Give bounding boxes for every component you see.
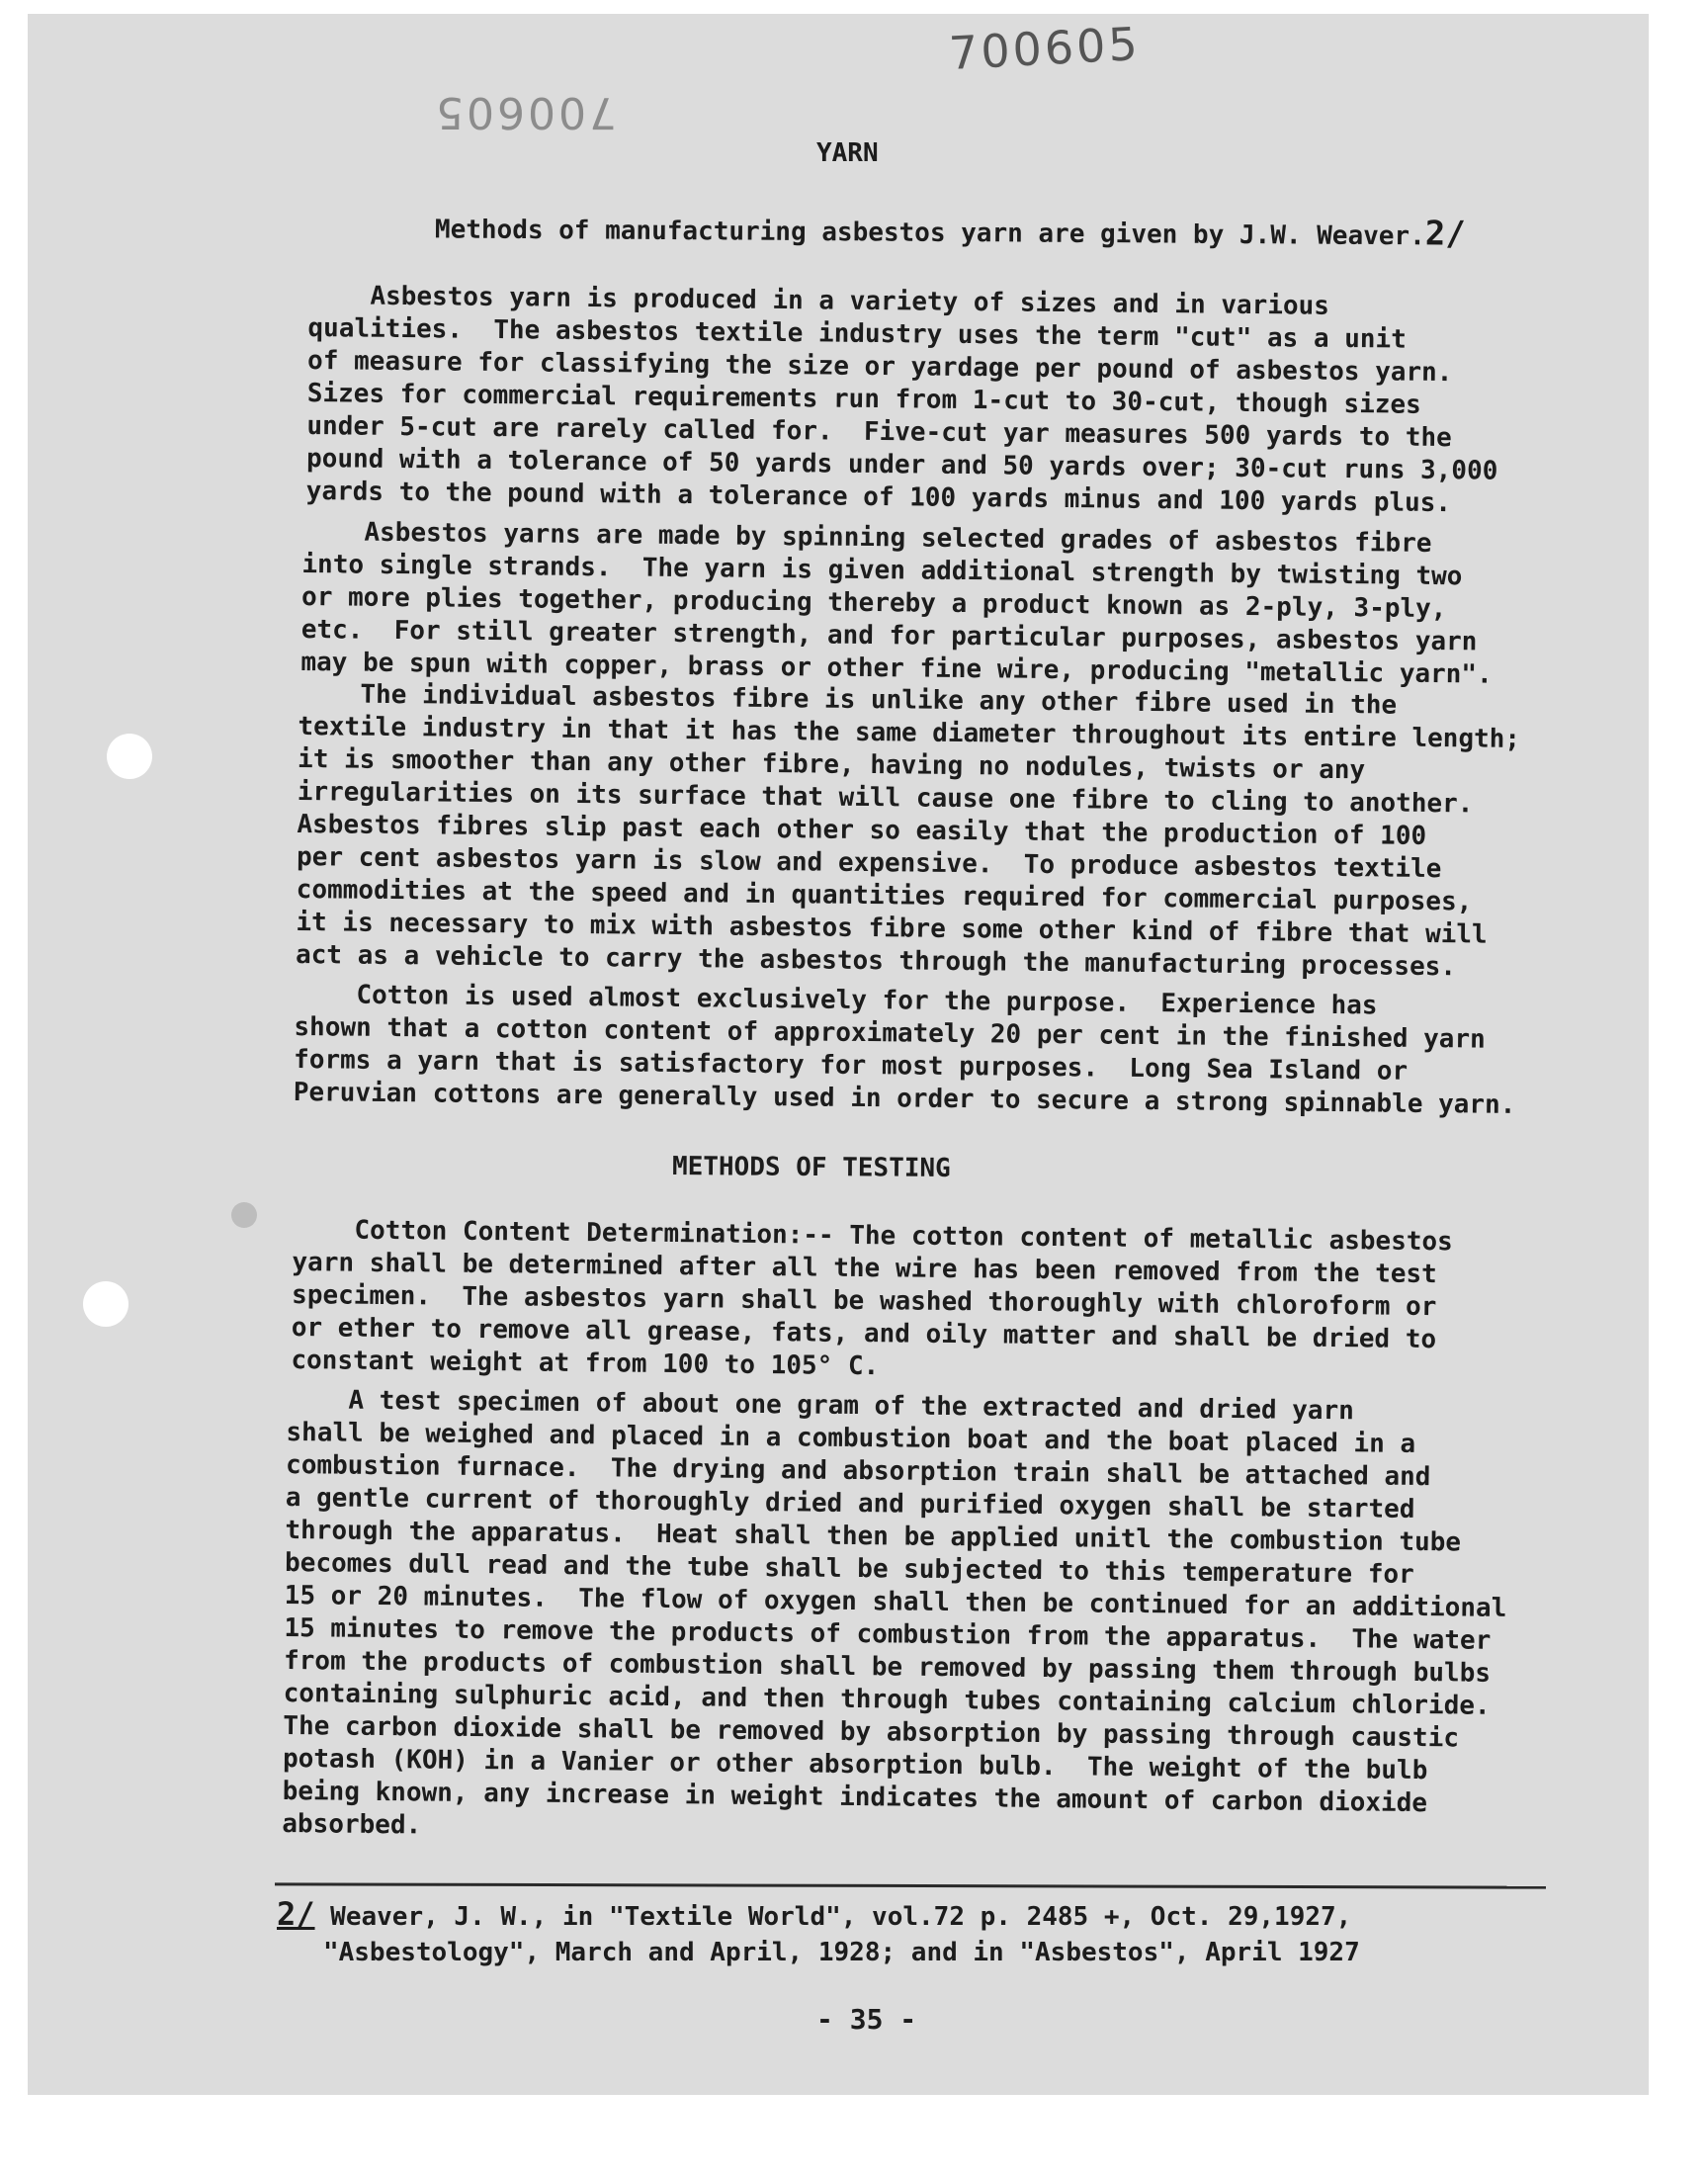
paragraph-test-procedure: A test specimen of about one gram of the extracted and dried yarn shall be weighed and placed in a combustion boat and the boat placed in a combustion furnace. The drying and absorption train shall be attached and a gentle current of thoroughly dried and purified oxygen shall be started through the apparatus. Heat shall then be applied unitl the combustion tube becomes dull read and the tube shall be subjected to this temperature for 15 or 20 minutes. The flow of oxygen shall then be continued for an additional 15 minutes to remove the products of combustion from the apparatus. The water from the products of combustion shall be removed by passing them through bulbs containing sulphuric acid, and then through tubes containing calcium chloride. The carbon dioxide shall be removed by absorption by passing through caustic potash (KOH) in a Vanier or other absorption bulb. The weight of the bulb being known, any increase in weight indicates the amount of carbon dioxide absorbed. bbox=[282, 1385, 1507, 1841]
paragraph-fibre-properties: The individual asbestos fibre is unlike any other fibre used in the textile industry in that it has the same diameter throughout its entire length; it is smoother than any other fibre, having no nodules, twists or any irregularities on its surface that will cause one fibre to cling to another. Asbestos fibres slip past each other so easily that the production of 100 per cent asbestos yarn is slow and expensive. To produce asbestos textile commodities at the speed and in quantities required for commercial purposes, it is necessary to mix with asbestos fibre some other kind of fibre that will act as a vehicle to carry the asbestos through the manufacturing processes. bbox=[295, 678, 1521, 983]
paragraph-cotton-determination: Cotton Content Determination:-- The cotton content of metallic asbestos yarn shall be determined after all the wire has been removed from the test specimen. The asbestos yarn shall be washed thoroughly with chloroform or or ether to remove all grease, fats, and oily matter and shall be dried to constant weight at from 100 to 105° C. bbox=[291, 1215, 1453, 1382]
footnote-reference: 2/ bbox=[1424, 214, 1466, 254]
intro-line bbox=[435, 207, 1466, 253]
page-number: - 35 - bbox=[816, 2003, 917, 2036]
footnote-line-2: "Asbestology", March and April, 1928; and in "Asbestos", April 1927 bbox=[277, 1938, 1360, 1967]
ink-smudge bbox=[231, 1202, 257, 1228]
paragraph-yarn-sizes: Asbestos yarn is produced in a variety of sizes and in various qualities. The asbestos textile industry uses the term "cut" as a unit of measure for classifying the size or yardage per pound of asbestos yarn. Sizes for commercial requirements run from 1-cut to 30-cut, though sizes under 5-cut are rarely called for. Five-cut yar measures 500 yards to the pound with a tolerance of 50 yards under and 50 yards over; 30-cut runs 3,000 yards to the pound with a tolerance of 100 yards minus and 100 yards plus. bbox=[305, 280, 1498, 519]
page-stamp: 700605 bbox=[947, 16, 1142, 81]
intro-text: Methods of manufacturing asbestos yarn are given by J.W. Weaver. bbox=[434, 215, 1425, 252]
punch-hole bbox=[107, 734, 152, 779]
faint-page-stamp: 700605 bbox=[433, 87, 617, 137]
paragraph-yarn-spinning: Asbestos yarns are made by spinning selected grades of asbestos fibre into single strands. The yarn is given additional strength by twisting two or more plies together, producing thereby a product known as 2-ply, 3-ply, etc. For still greater strength, and for particular purposes, asbestos yarn may be spun with copper, brass or other fine wire, producing "metallic yarn". bbox=[300, 516, 1493, 690]
punch-hole bbox=[83, 1281, 128, 1327]
footnote-line-1: Weaver, J. W., in "Textile World", vol.72 p. 2485 +, Oct. 29,1927, bbox=[314, 1902, 1352, 1932]
page-title: YARN bbox=[816, 138, 879, 168]
footnote bbox=[277, 1896, 1360, 1970]
paragraph-cotton-content: Cotton is used almost exclusively for the purpose. Experience has shown that a cotton content of approximately 20 per cent in the finished yarn forms a yarn that is satisfactory for most purposes. Long Sea Island or Peruvian cottons are generally used in order to secure a strong spinnable yarn. bbox=[293, 979, 1516, 1120]
section-heading: METHODS OF TESTING bbox=[671, 1152, 951, 1183]
footnote-mark: 2/ bbox=[277, 1895, 315, 1933]
